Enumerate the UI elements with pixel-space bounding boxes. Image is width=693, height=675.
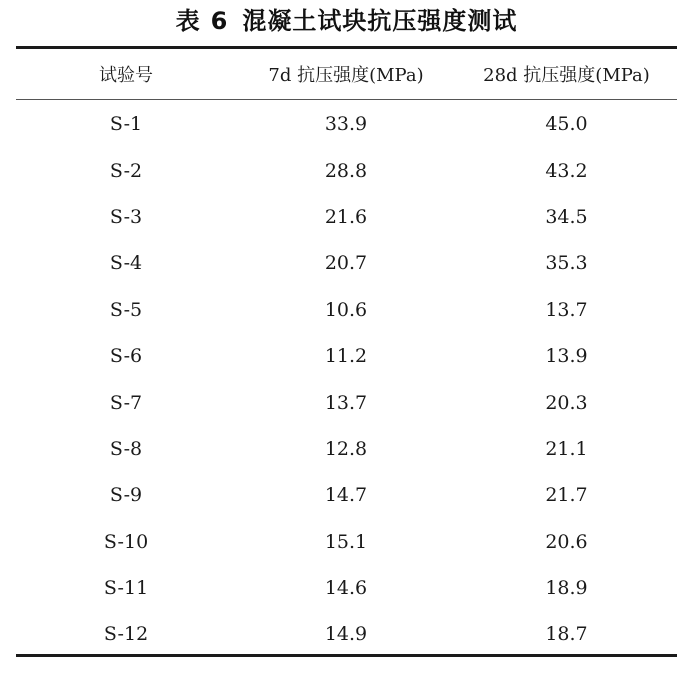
cell-7d-strength: 13.7 — [324, 391, 368, 414]
table-header-rule — [16, 99, 677, 100]
header-specimen-id: 试验号 — [99, 65, 153, 86]
cell-specimen-id: S-11 — [103, 577, 149, 600]
cell-specimen-id: S-6 — [109, 345, 143, 368]
table-row — [16, 101, 677, 147]
cell-28d-strength: 20.6 — [545, 530, 588, 553]
cell-28d-strength: 34.5 — [545, 205, 588, 228]
table-row — [16, 426, 677, 472]
table-row — [16, 147, 677, 193]
table-body — [16, 101, 677, 658]
table-header-row — [16, 52, 677, 96]
cell-specimen-id: S-7 — [109, 391, 143, 414]
cell-specimen-id: S-3 — [109, 205, 143, 228]
cell-28d-strength: 43.2 — [545, 159, 588, 182]
cell-28d-strength: 45.0 — [545, 113, 588, 136]
cell-7d-strength: 14.9 — [324, 623, 368, 646]
table-bottom-rule — [16, 654, 677, 657]
table-title-prefix: 表 — [175, 7, 201, 35]
cell-28d-strength: 18.9 — [545, 577, 588, 600]
cell-specimen-id: S-9 — [109, 484, 143, 507]
table-top-rule — [16, 46, 677, 49]
cell-28d-strength: 18.7 — [545, 623, 588, 646]
table-title — [0, 6, 693, 36]
cell-28d-strength: 21.1 — [545, 437, 588, 460]
cell-7d-strength: 20.7 — [324, 252, 368, 275]
cell-specimen-id: S-5 — [109, 298, 143, 321]
table-row — [16, 565, 677, 611]
cell-28d-strength: 21.7 — [545, 484, 588, 507]
cell-7d-strength: 15.1 — [324, 530, 368, 553]
table-row — [16, 472, 677, 518]
table-title-number: 6 — [210, 7, 229, 35]
cell-28d-strength: 35.3 — [545, 252, 588, 275]
table-row — [16, 379, 677, 425]
header-7d-strength: 7d 抗压强度(MPa) — [268, 65, 424, 86]
cell-7d-strength: 21.6 — [324, 205, 368, 228]
cell-specimen-id: S-4 — [109, 252, 143, 275]
table-row — [16, 240, 677, 286]
cell-7d-strength: 14.6 — [324, 577, 368, 600]
cell-7d-strength: 33.9 — [324, 113, 368, 136]
cell-28d-strength: 13.7 — [545, 298, 588, 321]
cell-7d-strength: 28.8 — [324, 159, 368, 182]
cell-28d-strength: 13.9 — [545, 345, 588, 368]
cell-specimen-id: S-1 — [109, 113, 143, 136]
header-28d-strength: 28d 抗压强度(MPa) — [483, 65, 650, 86]
table-row — [16, 333, 677, 379]
cell-7d-strength: 12.8 — [324, 437, 368, 460]
cell-specimen-id: S-10 — [103, 530, 149, 553]
cell-7d-strength: 14.7 — [324, 484, 368, 507]
table-title-text: 混凝土试块抗压强度测试 — [242, 7, 518, 35]
cell-specimen-id: S-2 — [109, 159, 143, 182]
table-row — [16, 287, 677, 333]
table-row — [16, 194, 677, 240]
cell-specimen-id: S-12 — [103, 623, 149, 646]
cell-7d-strength: 10.6 — [324, 298, 368, 321]
table-row — [16, 611, 677, 657]
cell-specimen-id: S-8 — [109, 437, 143, 460]
cell-28d-strength: 20.3 — [545, 391, 588, 414]
cell-7d-strength: 11.2 — [324, 345, 368, 368]
table-row — [16, 519, 677, 565]
